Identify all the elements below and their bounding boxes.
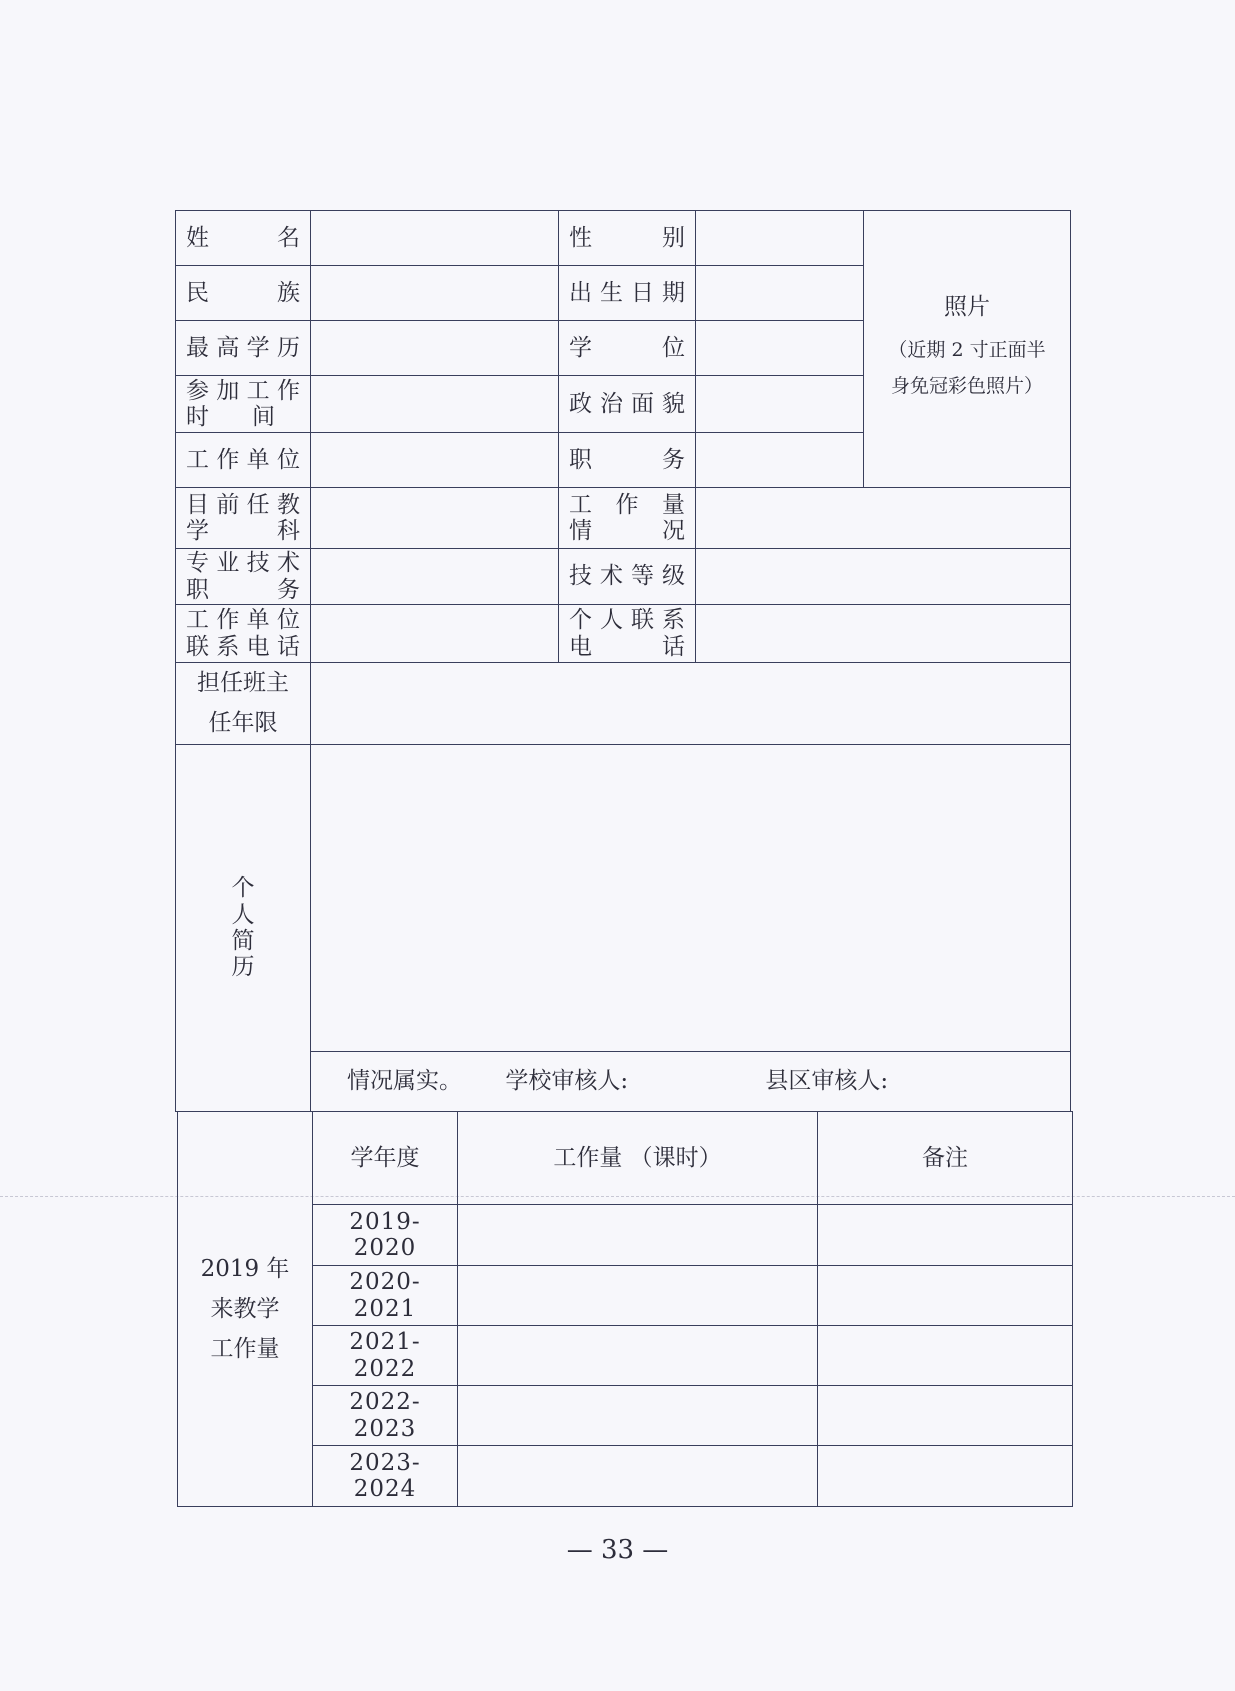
- personal-phone-label-b: 电 话: [569, 633, 685, 660]
- education-label-cell: [176, 321, 311, 376]
- table-row: [178, 1266, 1073, 1326]
- remark-cell[interactable]: [818, 1386, 1073, 1446]
- title-label-cell: [176, 549, 311, 605]
- year-cell: 2023-2024: [313, 1446, 458, 1507]
- form-row-name: [176, 211, 1071, 266]
- hours-cell[interactable]: [458, 1266, 818, 1326]
- grade-value-cell[interactable]: [696, 549, 1071, 605]
- year-cell: 2021-2022: [313, 1326, 458, 1386]
- work-start-value-cell[interactable]: [311, 376, 559, 433]
- head-teacher-label-a: 担任班主: [197, 670, 289, 697]
- hours-cell[interactable]: [458, 1446, 818, 1507]
- position-label-cell: [559, 433, 696, 488]
- year-cell: 2020-2021: [313, 1266, 458, 1326]
- grade-label: 技 术 等 级: [569, 563, 685, 590]
- workload-side-label-cell: [178, 1112, 313, 1507]
- subject-label-a: 目 前 任 教: [186, 491, 300, 518]
- form-row-verification: [176, 1052, 1071, 1112]
- gender-label-cell: [559, 211, 696, 266]
- employer-value-cell[interactable]: [311, 433, 559, 488]
- gender-value-cell[interactable]: [696, 211, 864, 266]
- degree-value-cell[interactable]: [696, 321, 864, 376]
- form-row-title: [176, 549, 1071, 605]
- workload-value-cell[interactable]: [696, 488, 1071, 549]
- title-value-cell[interactable]: [311, 549, 559, 605]
- photo-hint-line-2: 身免冠彩色照片）: [890, 375, 1043, 398]
- employer-phone-value-cell[interactable]: [311, 605, 559, 663]
- personal-phone-label-a: 个 人 联 系: [569, 607, 685, 634]
- photo-title: 照片: [944, 293, 990, 320]
- resume-label-char-4: 历: [231, 954, 255, 981]
- table-row: [178, 1446, 1073, 1507]
- form-row-resume: [176, 745, 1071, 1052]
- header-remark: 备注: [818, 1112, 1073, 1205]
- birth-label-cell: [559, 266, 696, 321]
- resume-label-char-2: 人: [231, 901, 255, 928]
- school-reviewer-label: 学校审核人:: [505, 1068, 629, 1095]
- workload-label-a: 工 作 量: [569, 491, 685, 518]
- resume-label-char-1: 个: [231, 875, 255, 902]
- employer-phone-label-a: 工 作 单 位: [186, 607, 300, 634]
- application-form: [175, 210, 1071, 1112]
- header-hours: 工作量 （课时）: [458, 1112, 818, 1205]
- year-cell: 2019-2020: [313, 1205, 458, 1266]
- table-row: [178, 1386, 1073, 1446]
- degree-label: 学 位: [569, 334, 685, 361]
- county-reviewer-label: 县区审核人:: [765, 1068, 889, 1095]
- ethnicity-label: 民 族: [186, 279, 300, 306]
- subject-label-b: 学 科: [186, 518, 300, 544]
- table-row: [178, 1326, 1073, 1386]
- work-start-label-b: 时 间: [186, 404, 275, 430]
- political-value-cell[interactable]: [696, 376, 864, 433]
- ethnicity-value-cell[interactable]: [311, 266, 559, 321]
- head-teacher-label-b: 任年限: [208, 709, 278, 736]
- workload-table: [177, 1111, 1073, 1507]
- birth-value-cell[interactable]: [696, 266, 864, 321]
- workload-header-row: [178, 1112, 1073, 1205]
- header-year: 学年度: [313, 1112, 458, 1205]
- work-start-label-cell: [176, 376, 311, 433]
- remark-cell[interactable]: [818, 1266, 1073, 1326]
- name-label: 姓 名: [186, 224, 300, 251]
- page-number: — 33 —: [566, 1535, 669, 1565]
- employer-label: 工 作 单 位: [186, 446, 300, 473]
- gender-label: 性 别: [569, 224, 685, 251]
- grade-label-cell: [559, 549, 696, 605]
- verified-text: 情况属实。: [347, 1068, 462, 1095]
- work-start-label-a: 参 加 工 作: [186, 377, 300, 404]
- form-row-phones: [176, 605, 1071, 663]
- degree-label-cell: [559, 321, 696, 376]
- political-label: 政 治 面 貌: [569, 390, 685, 417]
- name-value-cell[interactable]: [311, 211, 559, 266]
- hours-cell[interactable]: [458, 1326, 818, 1386]
- title-label-b: 职 务: [186, 576, 300, 603]
- political-label-cell: [559, 376, 696, 433]
- workload-label-b: 情 况: [569, 518, 685, 544]
- hours-cell[interactable]: [458, 1205, 818, 1266]
- remark-cell[interactable]: [818, 1446, 1073, 1507]
- position-value-cell[interactable]: [696, 433, 864, 488]
- name-label-cell: [176, 211, 311, 266]
- remark-cell[interactable]: [818, 1326, 1073, 1386]
- birth-label: 出 生 日 期: [569, 279, 685, 306]
- education-label: 最 高 学 历: [186, 334, 300, 361]
- form-row-subject: [176, 488, 1071, 549]
- head-teacher-label-cell: [176, 663, 311, 745]
- position-label: 职 务: [569, 446, 685, 473]
- remark-cell[interactable]: [818, 1205, 1073, 1266]
- head-teacher-value-cell[interactable]: [311, 663, 1071, 745]
- employer-phone-label-cell: [176, 605, 311, 663]
- ethnicity-label-cell: [176, 266, 311, 321]
- form-row-head-teacher: [176, 663, 1071, 745]
- hours-cell[interactable]: [458, 1386, 818, 1446]
- year-cell: 2022-2023: [313, 1386, 458, 1446]
- education-value-cell[interactable]: [311, 321, 559, 376]
- photo-cell[interactable]: [864, 211, 1071, 488]
- subject-label-cell: [176, 488, 311, 549]
- resume-label-char-3: 简: [231, 928, 255, 954]
- personal-phone-value-cell[interactable]: [696, 605, 1071, 663]
- workload-side-label-a: 2019 年: [200, 1255, 290, 1282]
- employer-phone-label-b: 联 系 电 话: [186, 633, 300, 660]
- workload-label-cell: [559, 488, 696, 549]
- workload-side-label-c: 工作量: [210, 1336, 280, 1363]
- table-row: [178, 1205, 1073, 1266]
- verification-cell: [311, 1052, 1071, 1112]
- subject-value-cell[interactable]: [311, 488, 559, 549]
- personal-phone-label-cell: [559, 605, 696, 663]
- resume-label-cell: [176, 745, 311, 1112]
- title-label-a: 专 业 技 术: [186, 550, 300, 577]
- resume-value-cell[interactable]: [311, 745, 1071, 1052]
- workload-side-label-b: 来教学: [210, 1295, 280, 1322]
- photo-hint-line-1: （近期 2 寸正面半: [888, 339, 1046, 362]
- employer-label-cell: [176, 433, 311, 488]
